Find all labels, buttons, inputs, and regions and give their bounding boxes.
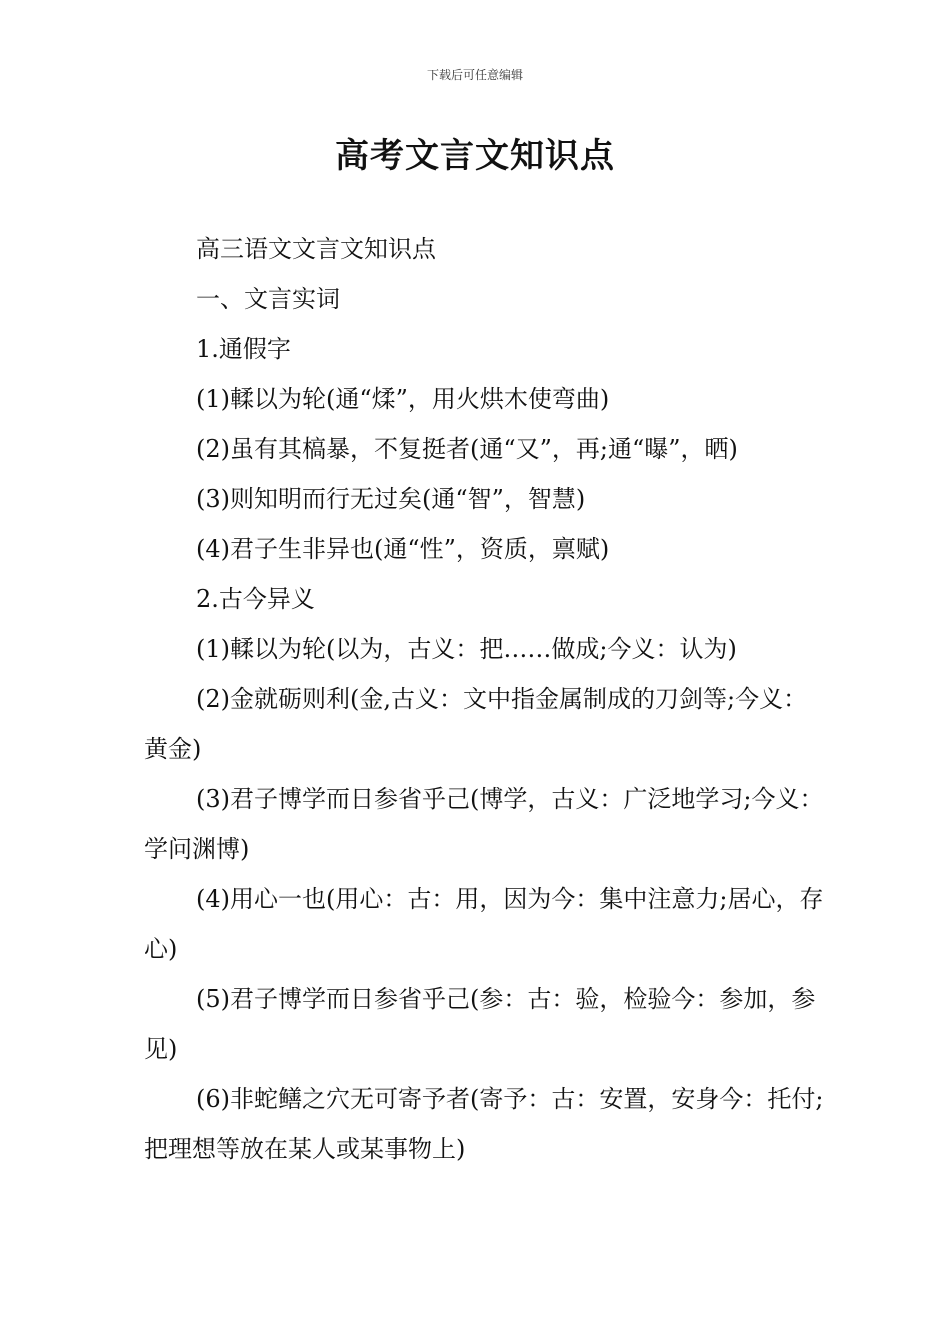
paragraph-item: (1)輮以为轮(通“煣”，用火烘木使弯曲) <box>196 385 610 413</box>
document-body <box>144 224 824 1174</box>
paragraph-item: (1)輮以为轮(以为，古义：把……做成;今义：认为) <box>196 635 737 663</box>
paragraph-item: (6)非蛇鳝之穴无可寄予者(寄予：古：安置，安身今：托付;把理想等放在某人或某事物上) <box>144 1085 824 1163</box>
paragraph-subsection-heading: 1.通假字 <box>196 335 291 363</box>
paragraph-item: (2)虽有其槁暴，不复挺者(通“又”，再;通“曝”，晒) <box>196 435 738 463</box>
paragraph-item: (5)君子博学而日参省乎己(参：古：验，检验今：参加，参见) <box>144 985 816 1063</box>
paragraph-item: (4)君子生非异也(通“性”，资质，禀赋) <box>196 535 610 563</box>
paragraph-subsection-heading: 2.古今异义 <box>196 585 315 613</box>
paragraph-item: (2)金就砺则利(金,古义：文中指金属制成的刀剑等;今义：黄金) <box>144 685 808 763</box>
paragraph-item: (4)用心一也(用心：古：用，因为今：集中注意力;居心，存心) <box>144 885 824 963</box>
document-title: 高考文言文知识点 <box>335 136 615 176</box>
paragraph-item: (3)则知明而行无过矣(通“智”，智慧) <box>196 485 586 513</box>
paragraph-subtitle: 高三语文文言文知识点 <box>196 235 436 263</box>
header-note: 下载后可任意编辑 <box>426 68 523 82</box>
paragraph-section-heading: 一、文言实词 <box>196 285 340 313</box>
paragraph-item: (3)君子博学而日参省乎己(博学，古义：广泛地学习;今义：学问渊博) <box>144 785 824 863</box>
